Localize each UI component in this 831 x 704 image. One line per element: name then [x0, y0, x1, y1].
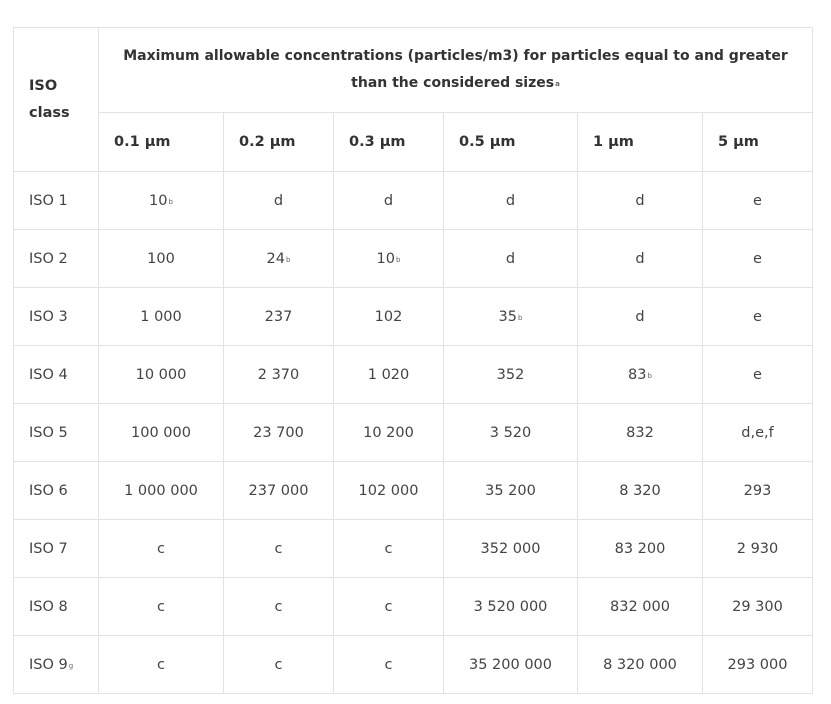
concentration-value: c — [157, 656, 165, 673]
concentration-value: 102 000 — [358, 482, 419, 499]
concentration-cell — [99, 288, 224, 346]
concentration-value: 35 — [498, 308, 517, 325]
concentration-cell — [444, 578, 578, 636]
concentration-cell — [334, 636, 444, 694]
concentration-cell — [334, 520, 444, 578]
concentration-cell — [578, 230, 703, 288]
concentration-value: c — [274, 540, 283, 557]
concentration-value: d — [505, 192, 516, 209]
concentration-value: 10 000 — [135, 366, 187, 383]
footnote-marker: g — [68, 661, 74, 670]
concentration-value: d — [635, 192, 645, 209]
concentration-value: e — [753, 250, 762, 267]
concentration-cell — [99, 462, 224, 520]
iso-class-header — [14, 28, 99, 172]
concentration-cell — [224, 346, 334, 404]
iso-class-cell — [14, 578, 99, 636]
concentration-cell — [703, 520, 813, 578]
concentration-cell — [703, 346, 813, 404]
header-title-row — [14, 28, 813, 113]
iso-class-label: ISO 2 — [29, 250, 68, 267]
concentration-value: 352 — [496, 366, 525, 383]
concentration-value: c — [157, 598, 165, 615]
concentration-cell — [224, 636, 334, 694]
concentration-value: e — [753, 366, 762, 383]
iso-table-container — [13, 27, 813, 694]
concentration-cell — [703, 230, 813, 288]
concentration-value: 1 000 000 — [124, 482, 198, 499]
particle-size-header: 1 µm — [578, 113, 703, 172]
concentration-value: 10 200 — [363, 424, 414, 441]
concentration-header-text: Maximum allowable concentrations (particles/m3) for particles equal to and greater than the considered sizes — [123, 47, 788, 91]
footnote-marker: b — [396, 255, 401, 264]
concentration-cell — [334, 288, 444, 346]
concentration-value: d — [635, 250, 645, 267]
particle-size-header: 0.2 µm — [224, 113, 334, 172]
concentration-value: d — [635, 308, 645, 325]
iso-class-label: ISO 4 — [29, 366, 68, 383]
concentration-cell — [224, 288, 334, 346]
concentration-value: e — [753, 192, 762, 209]
concentration-cell — [703, 462, 813, 520]
iso-class-header-line2: class — [29, 104, 70, 121]
concentration-cell — [578, 346, 703, 404]
concentration-value: 3 520 000 — [473, 598, 548, 615]
iso-class-label: ISO 7 — [29, 540, 68, 557]
concentration-value: 8 320 — [619, 482, 661, 499]
concentration-cell — [444, 230, 578, 288]
concentration-cell — [99, 346, 224, 404]
concentration-value: 10 — [376, 250, 395, 267]
footnote-marker: b — [286, 255, 291, 264]
footnote-marker: b — [647, 371, 652, 380]
concentration-cell — [224, 578, 334, 636]
iso-class-cell — [14, 636, 99, 694]
particle-size-header: 0.5 µm — [444, 113, 578, 172]
iso-class-header-line1: ISO — [29, 77, 58, 94]
concentration-cell — [99, 578, 224, 636]
concentration-cell — [224, 520, 334, 578]
footnote-marker: a — [555, 79, 560, 88]
table-row — [14, 230, 813, 288]
concentration-cell — [334, 462, 444, 520]
concentration-cell — [703, 578, 813, 636]
concentration-value: 3 520 — [489, 424, 532, 441]
concentration-value: 35 200 — [485, 482, 536, 499]
concentration-value: 1 000 — [140, 308, 182, 325]
concentration-value: 2 930 — [736, 540, 779, 557]
concentration-value: 100 — [147, 250, 175, 267]
concentration-value: 832 — [626, 424, 654, 441]
table-body — [14, 172, 813, 694]
iso-class-label: ISO 9 — [29, 656, 68, 673]
particle-size-header: 0.1 µm — [99, 113, 224, 172]
footnote-marker: b — [168, 197, 173, 206]
concentration-cell — [578, 520, 703, 578]
concentration-cell — [99, 520, 224, 578]
concentration-value: 102 — [374, 308, 403, 325]
concentration-cell — [444, 636, 578, 694]
concentration-cell — [99, 404, 224, 462]
concentration-value: e — [753, 308, 762, 325]
concentration-cell — [99, 230, 224, 288]
concentration-cell — [99, 172, 224, 230]
table-row — [14, 636, 813, 694]
iso-class-cell — [14, 404, 99, 462]
concentration-value: 35 200 000 — [468, 656, 553, 673]
table-row — [14, 172, 813, 230]
iso-class-label: ISO 1 — [29, 192, 68, 209]
table-row — [14, 288, 813, 346]
concentration-value: 293 000 — [727, 656, 788, 673]
concentration-cell — [334, 404, 444, 462]
concentration-value: c — [274, 656, 283, 673]
concentration-cell — [578, 636, 703, 694]
concentration-cell — [444, 288, 578, 346]
concentration-cell — [578, 172, 703, 230]
concentration-cell — [444, 404, 578, 462]
concentration-cell — [703, 636, 813, 694]
iso-class-cell — [14, 172, 99, 230]
concentration-value: 23 700 — [253, 424, 304, 441]
concentration-value: 100 000 — [131, 424, 191, 441]
iso-class-label: ISO 6 — [29, 482, 68, 499]
particle-size-header: 0.3 µm — [334, 113, 444, 172]
table-header — [14, 28, 813, 172]
concentration-cell — [224, 172, 334, 230]
concentration-cell — [99, 636, 224, 694]
concentration-cell — [224, 462, 334, 520]
concentration-cell — [444, 462, 578, 520]
table-row — [14, 346, 813, 404]
table-row — [14, 462, 813, 520]
concentration-value: d — [505, 250, 516, 267]
concentration-value: c — [274, 598, 283, 615]
concentration-header — [99, 28, 813, 113]
iso-class-label: ISO 3 — [29, 308, 68, 325]
concentration-value: 352 000 — [480, 540, 541, 557]
iso-class-label: ISO 5 — [29, 424, 68, 441]
concentration-cell — [578, 578, 703, 636]
iso-class-cell — [14, 346, 99, 404]
concentration-cell — [703, 288, 813, 346]
concentration-cell — [703, 172, 813, 230]
concentration-value: 293 — [743, 482, 772, 499]
concentration-value: 832 000 — [610, 598, 670, 615]
concentration-value: 8 320 000 — [603, 656, 677, 673]
concentration-cell — [224, 230, 334, 288]
concentration-cell — [444, 520, 578, 578]
concentration-value: c — [384, 656, 393, 673]
concentration-cell — [334, 578, 444, 636]
footnote-marker: b — [518, 313, 523, 322]
iso-class-cell — [14, 462, 99, 520]
concentration-value: 10 — [149, 192, 168, 209]
concentration-value: c — [384, 598, 393, 615]
concentration-value: d — [273, 192, 284, 209]
concentration-cell — [334, 172, 444, 230]
concentration-value: 2 370 — [257, 366, 300, 383]
iso-class-cell — [14, 520, 99, 578]
table-row — [14, 578, 813, 636]
iso-class-cell — [14, 230, 99, 288]
table-row — [14, 404, 813, 462]
concentration-value: 1 020 — [367, 366, 410, 383]
concentration-cell — [578, 288, 703, 346]
particle-size-header: 5 µm — [703, 113, 813, 172]
particle-size-row — [14, 113, 813, 172]
concentration-cell — [444, 172, 578, 230]
concentration-cell — [703, 404, 813, 462]
concentration-value: 237 — [264, 308, 293, 325]
concentration-cell — [224, 404, 334, 462]
concentration-cell — [444, 346, 578, 404]
concentration-cell — [578, 404, 703, 462]
iso-cleanroom-table — [13, 27, 813, 694]
iso-class-label: ISO 8 — [29, 598, 68, 615]
concentration-value: c — [384, 540, 393, 557]
concentration-cell — [334, 346, 444, 404]
concentration-value: 29 300 — [732, 598, 783, 615]
table-row — [14, 520, 813, 578]
concentration-value: 237 000 — [248, 482, 309, 499]
concentration-value: 83 200 — [614, 540, 666, 557]
concentration-value: 83 — [628, 366, 647, 383]
concentration-cell — [578, 462, 703, 520]
concentration-value: c — [157, 540, 165, 557]
concentration-value: 24 — [266, 250, 285, 267]
iso-class-cell — [14, 288, 99, 346]
concentration-value: d — [383, 192, 394, 209]
concentration-value: d,e,f — [741, 424, 774, 441]
concentration-cell — [334, 230, 444, 288]
